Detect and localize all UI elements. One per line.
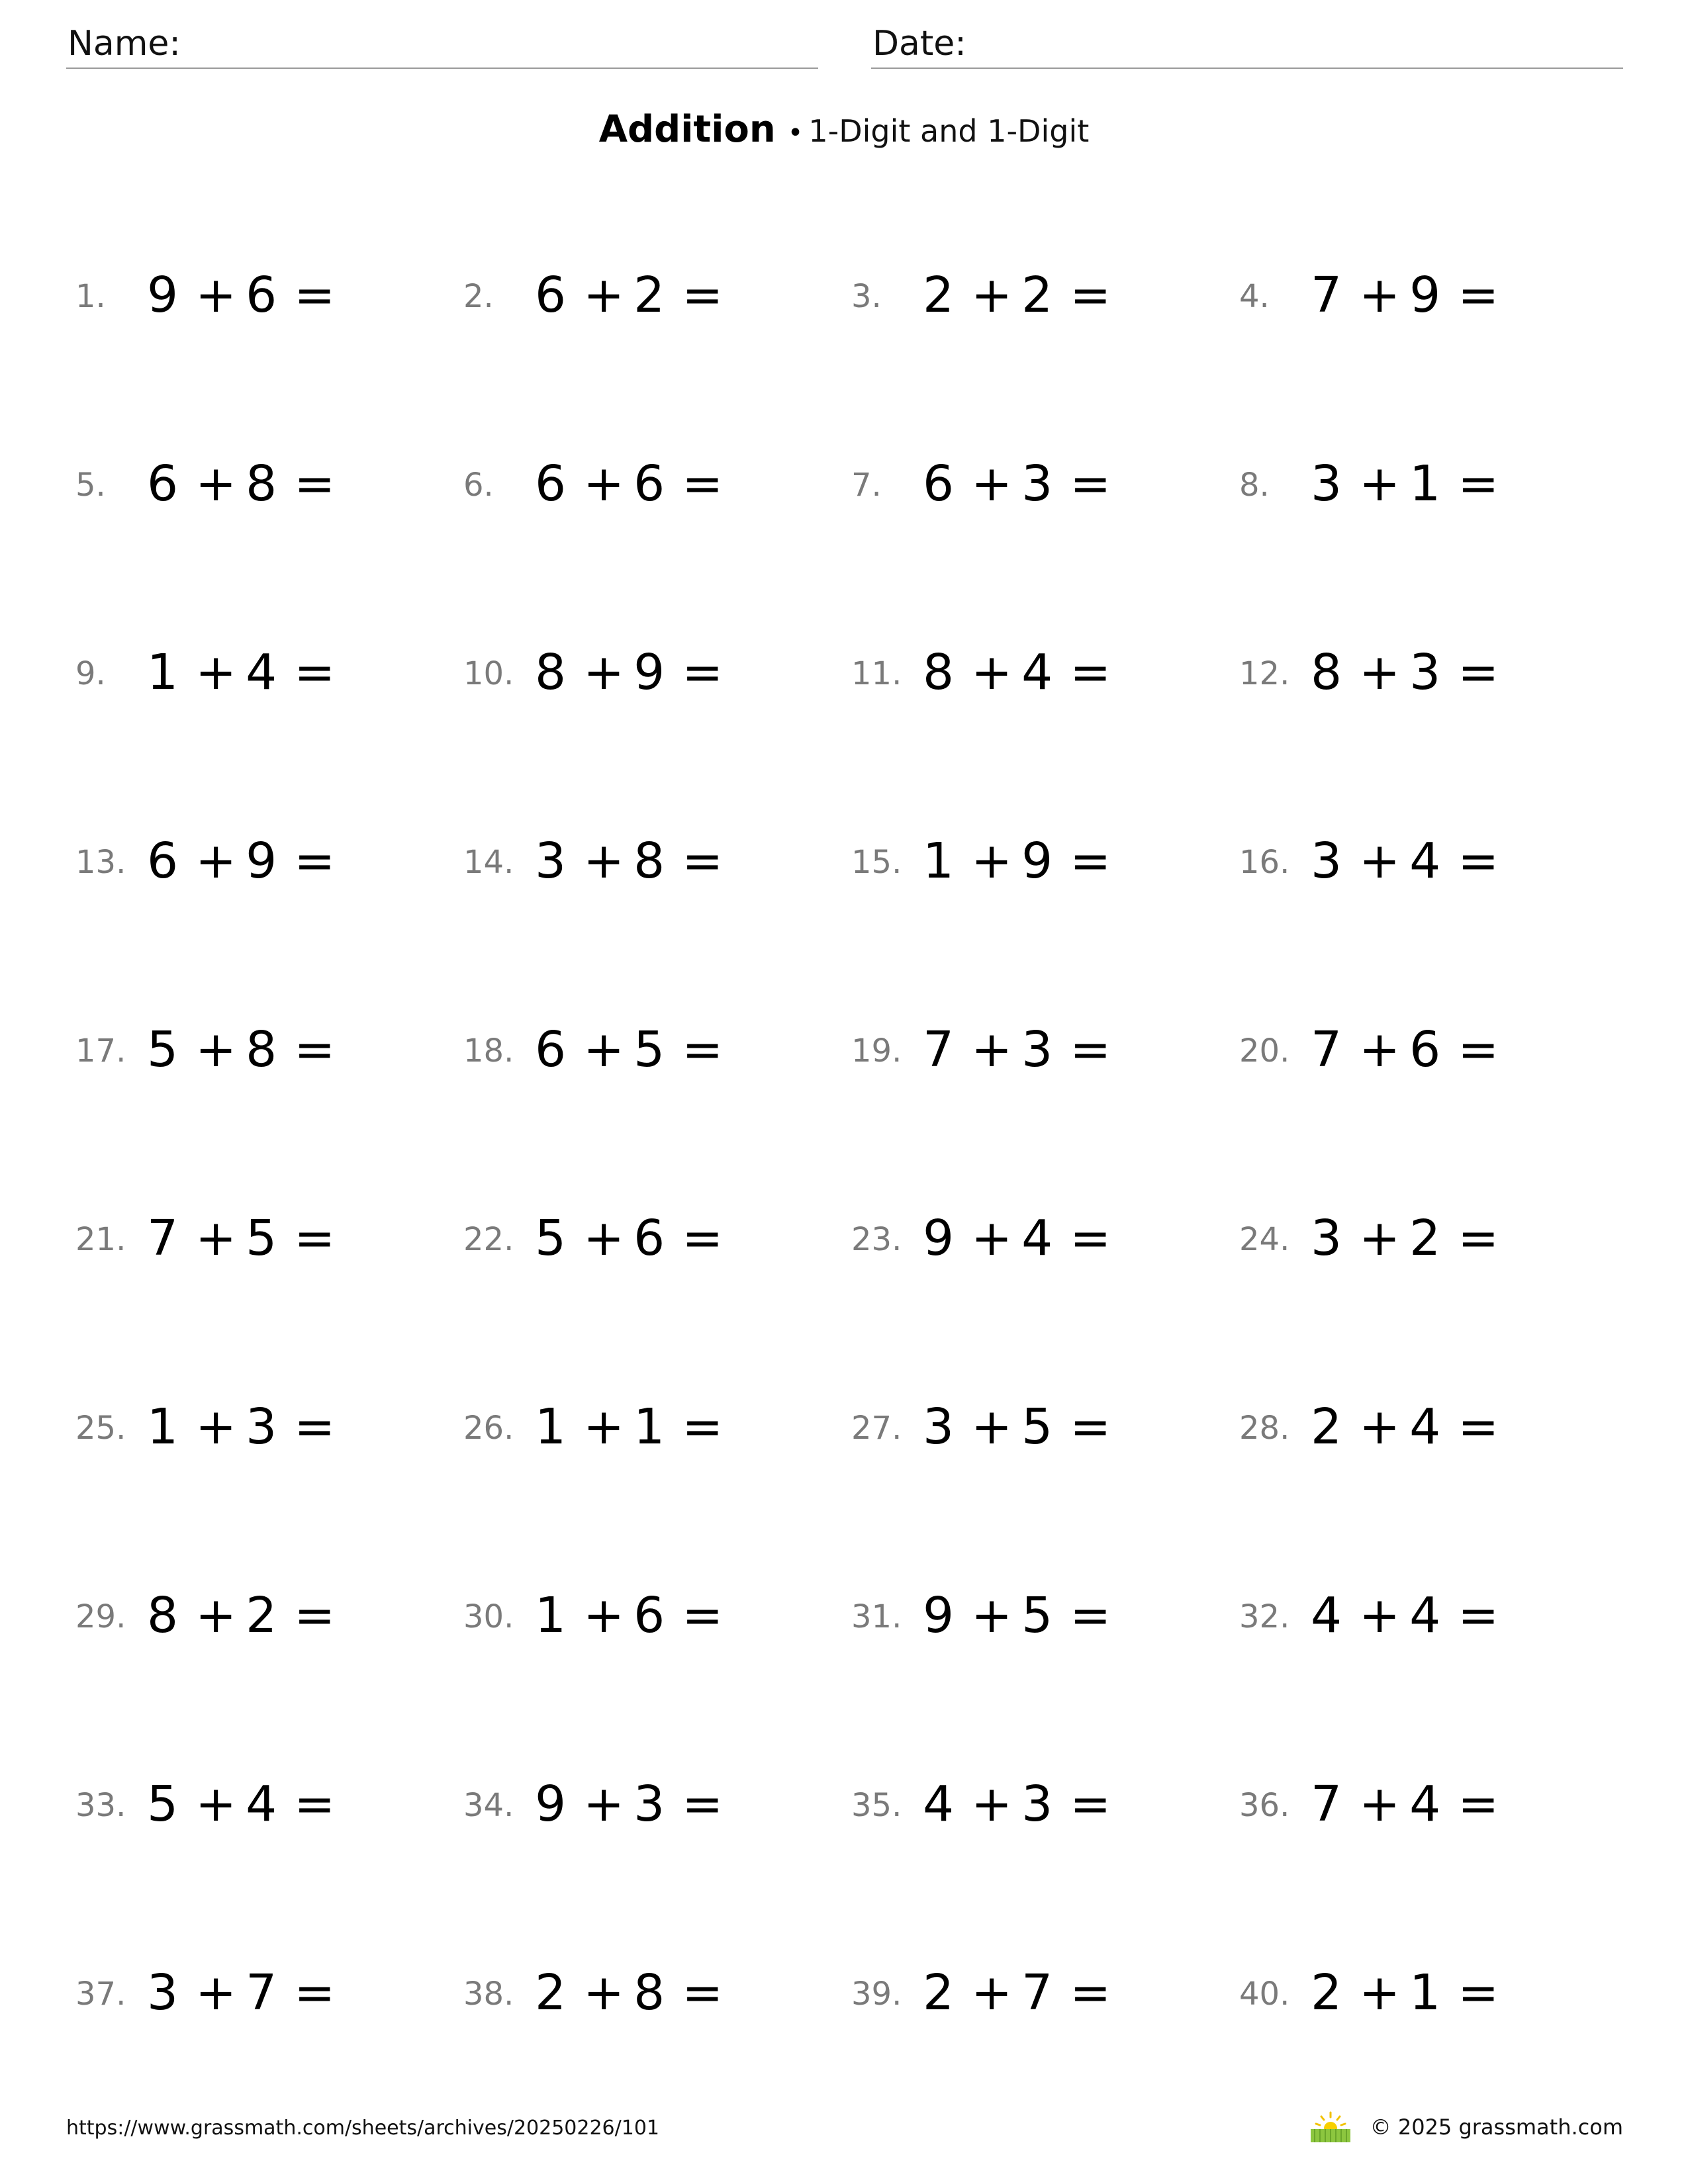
second-addend: 6 [633,1587,665,1644]
second-addend: 5 [246,1210,277,1267]
problem-number: 9. [75,655,106,692]
problem-expression [923,269,1111,322]
problem-expression [923,646,1111,699]
equals-sign: = [1458,1210,1499,1267]
first-addend: 4 [1311,1587,1342,1644]
equals-sign: = [294,455,336,512]
plus-sign: + [1359,1398,1401,1455]
problem-expression [1311,1212,1499,1265]
first-addend: 2 [923,1964,955,2021]
problem-item [75,634,446,707]
problem-expression [535,457,723,510]
second-addend: 3 [1021,455,1053,512]
first-addend: 1 [147,1398,179,1455]
plus-sign: + [195,1021,237,1078]
problem-number: 1. [75,278,106,315]
second-addend: 7 [246,1964,277,2021]
problem-expression [147,1400,335,1453]
title-subtitle: 1-Digit and 1-Digit [808,113,1090,149]
problem-number: 28. [1239,1410,1290,1447]
equals-sign: = [1070,644,1111,701]
second-addend: 8 [246,1021,277,1078]
first-addend: 9 [147,267,179,324]
plus-sign: + [195,1210,237,1267]
problem-item [1239,1011,1610,1084]
problem-number: 5. [75,467,106,504]
plus-sign: + [583,1776,625,1833]
footer-copyright: © 2025 grassmath.com [1370,2115,1623,2140]
problem-expression [147,1966,335,2019]
problem-expression [923,1966,1111,2019]
plus-sign: + [1359,267,1401,324]
first-addend: 6 [535,455,567,512]
equals-sign: = [294,1021,336,1078]
first-addend: 3 [1311,1210,1342,1267]
plus-sign: + [1359,455,1401,512]
problem-expression [147,1212,335,1265]
equals-sign: = [294,267,336,324]
second-addend: 6 [246,267,277,324]
second-addend: 3 [246,1398,277,1455]
problem-expression [1311,1400,1499,1453]
problem-number: 32. [1239,1598,1290,1635]
second-addend: 3 [1021,1776,1053,1833]
problem-number: 19. [851,1032,902,1069]
problem-item [851,1011,1222,1084]
second-addend: 3 [633,1776,665,1833]
equals-sign: = [1070,1398,1111,1455]
problem-expression [1311,1023,1499,1076]
problem-expression [147,457,335,510]
first-addend: 5 [147,1776,179,1833]
problem-item [75,1954,446,2027]
problem-item [463,1200,834,1273]
problem-number: 13. [75,844,126,881]
problem-expression [535,1589,723,1642]
problem-expression [535,269,723,322]
first-addend: 6 [923,455,955,512]
problem-expression [1311,269,1499,322]
first-addend: 3 [1311,833,1342,889]
problem-item [1239,1766,1610,1839]
problem-number: 2. [463,278,494,315]
second-addend: 5 [633,1021,665,1078]
problem-item [75,1766,446,1839]
first-addend: 7 [1311,1776,1342,1833]
equals-sign: = [1070,1021,1111,1078]
problem-number: 36. [1239,1787,1290,1824]
plus-sign: + [1359,1021,1401,1078]
problem-expression [923,1778,1111,1831]
equals-sign: = [682,267,724,324]
first-addend: 1 [147,644,179,701]
problem-number: 39. [851,1976,902,2013]
problem-number: 8. [1239,467,1270,504]
problem-expression [1311,1589,1499,1642]
sun-over-grass-icon [1309,2111,1352,2143]
equals-sign: = [1458,455,1499,512]
name-label: Name: [68,24,181,64]
problem-number: 4. [1239,278,1270,315]
plus-sign: + [195,1776,237,1833]
equals-sign: = [1458,1587,1499,1644]
second-addend: 6 [633,455,665,512]
equals-sign: = [294,1398,336,1455]
plus-sign: + [583,1964,625,2021]
problem-item [463,445,834,518]
problem-expression [923,1023,1111,1076]
equals-sign: = [1458,1964,1499,2021]
second-addend: 4 [1409,1587,1441,1644]
plus-sign: + [583,833,625,889]
plus-sign: + [971,1776,1013,1833]
problem-expression [1311,646,1499,699]
plus-sign: + [1359,833,1401,889]
second-addend: 4 [1021,644,1053,701]
problem-expression [535,646,723,699]
equals-sign: = [1070,833,1111,889]
first-addend: 2 [923,267,955,324]
problem-item [75,257,446,330]
plus-sign: + [583,267,625,324]
first-addend: 3 [1311,455,1342,512]
problem-expression [1311,457,1499,510]
problem-item [851,1388,1222,1461]
first-addend: 6 [147,833,179,889]
problem-item [851,823,1222,895]
plus-sign: + [583,1210,625,1267]
date-field[interactable] [871,19,1623,69]
problem-number: 6. [463,467,494,504]
plus-sign: + [195,267,237,324]
name-field[interactable] [66,19,818,69]
problem-item [1239,634,1610,707]
equals-sign: = [1458,1398,1499,1455]
second-addend: 9 [1409,267,1441,324]
problem-expression [147,835,335,887]
plus-sign: + [583,1398,625,1455]
problem-expression [147,1023,335,1076]
second-addend: 9 [633,644,665,701]
first-addend: 6 [147,455,179,512]
problem-expression [923,1400,1111,1453]
first-addend: 4 [923,1776,955,1833]
footer-url: https://www.grassmath.com/sheets/archives/20250226/101 [66,2116,660,2140]
problem-number: 27. [851,1410,902,1447]
problem-expression [923,457,1111,510]
equals-sign: = [294,1964,336,2021]
problem-number: 34. [463,1787,514,1824]
problem-item [75,445,446,518]
problem-item [463,257,834,330]
problem-item [1239,257,1610,330]
second-addend: 4 [246,1776,277,1833]
problem-number: 7. [851,467,882,504]
plus-sign: + [195,644,237,701]
equals-sign: = [1070,1964,1111,2021]
problem-item [463,1388,834,1461]
problem-item [75,1200,446,1273]
problem-expression [535,1778,723,1831]
problem-expression [535,835,723,887]
first-addend: 9 [535,1776,567,1833]
problem-number: 11. [851,655,902,692]
second-addend: 2 [246,1587,277,1644]
problem-number: 31. [851,1598,902,1635]
problem-number: 15. [851,844,902,881]
first-addend: 1 [535,1587,567,1644]
problem-item [851,1200,1222,1273]
problem-expression [535,1400,723,1453]
first-addend: 7 [1311,1021,1342,1078]
problem-expression [535,1212,723,1265]
second-addend: 3 [1021,1021,1053,1078]
plus-sign: + [195,1587,237,1644]
problem-item [463,1954,834,2027]
problem-item [851,634,1222,707]
equals-sign: = [682,455,724,512]
equals-sign: = [1070,267,1111,324]
problem-number: 35. [851,1787,902,1824]
problem-number: 26. [463,1410,514,1447]
equals-sign: = [294,833,336,889]
first-addend: 5 [147,1021,179,1078]
problem-expression [535,1966,723,2019]
plus-sign: + [1359,1210,1401,1267]
problem-item [1239,445,1610,518]
second-addend: 8 [633,1964,665,2021]
second-addend: 5 [1021,1398,1053,1455]
problem-expression [923,1589,1111,1642]
first-addend: 1 [535,1398,567,1455]
problem-number: 17. [75,1032,126,1069]
plus-sign: + [583,644,625,701]
equals-sign: = [1070,455,1111,512]
equals-sign: = [1458,1021,1499,1078]
plus-sign: + [583,1587,625,1644]
plus-sign: + [195,833,237,889]
first-addend: 8 [1311,644,1342,701]
equals-sign: = [682,833,724,889]
equals-sign: = [682,1021,724,1078]
plus-sign: + [195,1398,237,1455]
equals-sign: = [1070,1776,1111,1833]
plus-sign: + [195,1964,237,2021]
second-addend: 4 [246,644,277,701]
second-addend: 6 [1409,1021,1441,1078]
first-addend: 5 [535,1210,567,1267]
problem-item [851,445,1222,518]
plus-sign: + [1359,1964,1401,2021]
first-addend: 7 [147,1210,179,1267]
second-addend: 2 [1021,267,1053,324]
first-addend: 6 [535,267,567,324]
second-addend: 1 [1409,455,1441,512]
second-addend: 8 [246,455,277,512]
plus-sign: + [971,1587,1013,1644]
problem-number: 29. [75,1598,126,1635]
problem-item [463,823,834,895]
problem-number: 3. [851,278,882,315]
second-addend: 4 [1409,1776,1441,1833]
first-addend: 3 [535,833,567,889]
problem-expression [1311,835,1499,887]
equals-sign: = [294,1776,336,1833]
problem-item [75,1577,446,1650]
second-addend: 9 [246,833,277,889]
problem-expression [1311,1778,1499,1831]
second-addend: 4 [1409,1398,1441,1455]
plus-sign: + [971,644,1013,701]
equals-sign: = [1070,1587,1111,1644]
first-addend: 3 [923,1398,955,1455]
plus-sign: + [971,1210,1013,1267]
problem-number: 10. [463,655,514,692]
second-addend: 1 [633,1398,665,1455]
problem-number: 20. [1239,1032,1290,1069]
plus-sign: + [1359,1587,1401,1644]
plus-sign: + [583,455,625,512]
second-addend: 7 [1021,1964,1053,2021]
plus-sign: + [971,1021,1013,1078]
plus-sign: + [971,1398,1013,1455]
second-addend: 3 [1409,644,1441,701]
equals-sign: = [682,1776,724,1833]
title-main: Addition [598,108,776,151]
first-addend: 3 [147,1964,179,2021]
problem-item [851,1766,1222,1839]
problem-expression [923,1212,1111,1265]
problem-item [75,823,446,895]
problem-item [851,1954,1222,2027]
equals-sign: = [1458,267,1499,324]
first-addend: 1 [923,833,955,889]
first-addend: 8 [535,644,567,701]
second-addend: 4 [1021,1210,1053,1267]
plus-sign: + [971,833,1013,889]
first-addend: 2 [1311,1398,1342,1455]
second-addend: 2 [1409,1210,1441,1267]
equals-sign: = [1458,833,1499,889]
second-addend: 6 [633,1210,665,1267]
problem-item [75,1388,446,1461]
problem-expression [147,269,335,322]
equals-sign: = [682,644,724,701]
plus-sign: + [971,267,1013,324]
problem-number: 23. [851,1221,902,1258]
first-addend: 7 [923,1021,955,1078]
problem-number: 21. [75,1221,126,1258]
second-addend: 5 [1021,1587,1053,1644]
first-addend: 2 [535,1964,567,2021]
problem-expression [923,835,1111,887]
equals-sign: = [294,644,336,701]
equals-sign: = [682,1398,724,1455]
problem-number: 24. [1239,1221,1290,1258]
problem-item [463,1577,834,1650]
worksheet-title [0,106,1688,162]
plus-sign: + [1359,1776,1401,1833]
problem-item [75,1011,446,1084]
problem-item [1239,1954,1610,2027]
first-addend: 8 [147,1587,179,1644]
problem-expression [147,1589,335,1642]
problem-expression [1311,1966,1499,2019]
problem-item [1239,1577,1610,1650]
first-addend: 9 [923,1210,955,1267]
date-label: Date: [872,24,966,64]
equals-sign: = [1458,1776,1499,1833]
problem-number: 16. [1239,844,1290,881]
title-separator: • [787,118,804,148]
first-addend: 2 [1311,1964,1342,2021]
problem-item [1239,823,1610,895]
problem-item [851,257,1222,330]
equals-sign: = [294,1210,336,1267]
equals-sign: = [1458,644,1499,701]
equals-sign: = [682,1587,724,1644]
second-addend: 8 [633,833,665,889]
problem-item [1239,1388,1610,1461]
problem-number: 14. [463,844,514,881]
problem-number: 12. [1239,655,1290,692]
problem-expression [535,1023,723,1076]
plus-sign: + [971,1964,1013,2021]
problem-number: 37. [75,1976,126,2013]
equals-sign: = [682,1210,724,1267]
problem-number: 30. [463,1598,514,1635]
equals-sign: = [682,1964,724,2021]
problem-item [851,1577,1222,1650]
problem-number: 40. [1239,1976,1290,2013]
problem-number: 18. [463,1032,514,1069]
plus-sign: + [971,455,1013,512]
first-addend: 6 [535,1021,567,1078]
equals-sign: = [1070,1210,1111,1267]
problem-item [463,1011,834,1084]
problem-number: 22. [463,1221,514,1258]
problem-item [463,634,834,707]
problem-expression [147,1778,335,1831]
plus-sign: + [195,455,237,512]
first-addend: 8 [923,644,955,701]
first-addend: 9 [923,1587,955,1644]
equals-sign: = [294,1587,336,1644]
second-addend: 1 [1409,1964,1441,2021]
second-addend: 4 [1409,833,1441,889]
plus-sign: + [583,1021,625,1078]
footer-brand [1309,2109,1623,2146]
problem-number: 38. [463,1976,514,2013]
second-addend: 9 [1021,833,1053,889]
problem-item [463,1766,834,1839]
first-addend: 7 [1311,267,1342,324]
problem-number: 25. [75,1410,126,1447]
plus-sign: + [1359,644,1401,701]
problem-number: 33. [75,1787,126,1824]
problem-item [1239,1200,1610,1273]
second-addend: 2 [633,267,665,324]
problem-expression [147,646,335,699]
